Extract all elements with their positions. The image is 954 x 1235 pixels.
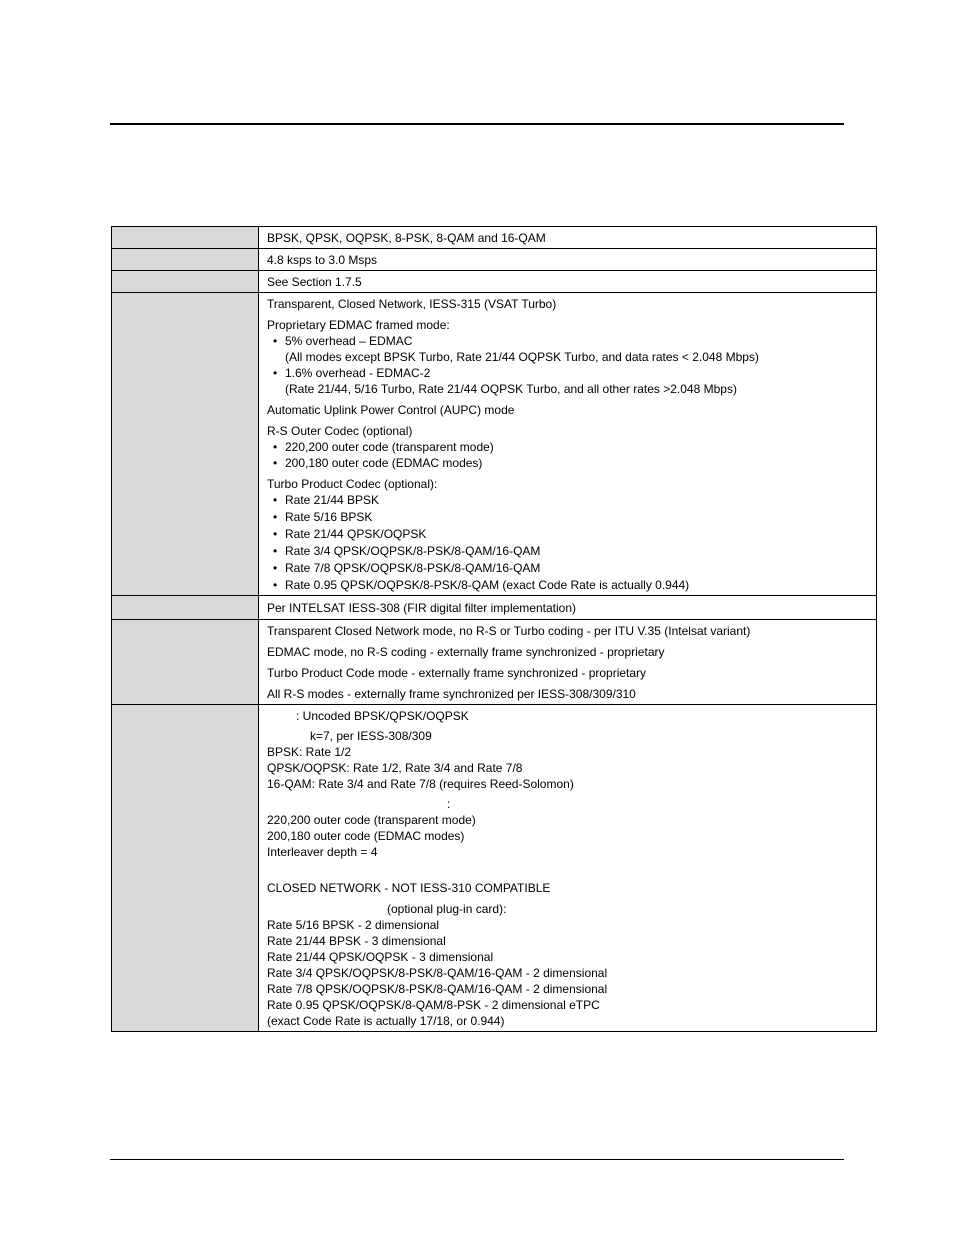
rs-title: R-S Outer Codec (optional) [267, 424, 413, 438]
table-row [112, 249, 877, 271]
table-row [112, 705, 877, 1032]
row-label-cell [112, 620, 259, 705]
list-item: • Rate 0.95 QPSK/OQPSK/8-PSK/8-QAM (exact Code Rate is actually 0.944) [267, 577, 868, 593]
table-row [112, 271, 877, 293]
uncoded-line: : Uncoded BPSK/QPSK/OQPSK [296, 709, 469, 723]
list-item: • 1.6% overhead - EDMAC-2 (Rate 21/44, 5/16 Turbo, Rate 21/44 OQPSK Turbo, and all other rates >2.048 Mbps) [267, 365, 868, 397]
list-item: • Rate 21/44 QPSK/OQPSK [267, 526, 868, 542]
symbol-rate-value: 4.8 ksps to 3.0 Msps [259, 249, 877, 271]
operating-modes-value [259, 293, 877, 596]
row-label-cell [112, 293, 259, 596]
row-label-cell [112, 705, 259, 1032]
list-item: • 220,200 outer code (transparent mode) [267, 439, 868, 455]
viterbi-line: k=7, per IESS-308/309 [310, 729, 432, 743]
edmac-list [267, 333, 868, 397]
row-label-cell [112, 227, 259, 249]
rs-colon: : [447, 797, 451, 811]
row-label-cell [112, 596, 259, 620]
table-row [112, 620, 877, 705]
list-item: • Rate 21/44 BPSK [267, 492, 868, 508]
list-item: • 5% overhead – EDMAC (All modes except BPSK Turbo, Rate 21/44 OQPSK Turbo, and data rates < 2.048 Mbps) [267, 333, 868, 365]
list-item: • Rate 3/4 QPSK/OQPSK/8-PSK/8-QAM/16-QAM [267, 543, 868, 559]
header-rule [110, 123, 844, 125]
filtering-value: Per INTELSAT IESS-308 (FIR digital filter implementation) [259, 596, 877, 620]
aupc-mode: Automatic Uplink Power Control (AUPC) mode [267, 403, 515, 417]
data-rate-value: See Section 1.7.5 [259, 271, 877, 293]
spec-table [111, 226, 877, 1032]
closed-network-line: CLOSED NETWORK - NOT IESS-310 COMPATIBLE [267, 881, 551, 895]
list-item: • 200,180 outer code (EDMAC modes) [267, 455, 868, 471]
row-label-cell [112, 249, 259, 271]
table-row [112, 596, 877, 620]
list-item: • Rate 7/8 QPSK/OQPSK/8-PSK/8-QAM/16-QAM [267, 560, 868, 576]
fec-value: : Uncoded BPSK/QPSK/OQPSK k=7, per IESS-308/309 BPSK: Rate 1/2 QPSK/OQPSK: Rate 1/2, Rate 3/4 and Rate 7/8 16-QAM: Rate 3/4 and Rate 7/8 (requires Reed-Solomon) : 220,200 outer code (transparent mode) 200,180 outer code (EDMAC modes) Interleaver depth = 4 CLOSED NETWORK - NOT IESS-310 COMPATIBLE (optional plug-in card): Rate 5/16 BPSK - 2 dimensional Rate 21/44 BPSK - 3 dimensional Rate 21/44 QPSK/OQPSK - 3 dimensional Rate 3/4 QPSK/OQPSK/8-PSK/8-QAM/16-QAM - 2 dimensional Rate 7/8 QPSK/OQPSK/8-PSK/8-QAM/16-QAM - 2 dimensional Rate 0.95 QPSK/OQPSK/8-QAM/8-PSK - 2 dimensional eTPC (exact Code Rate is actually 17/18, or 0.944) [259, 705, 877, 1032]
table-row [112, 293, 877, 596]
row-label-cell [112, 271, 259, 293]
edmac-title: Proprietary EDMAC framed mode: [267, 318, 450, 332]
tpc-head-line: (optional plug-in card): [387, 902, 507, 916]
modulation-value: BPSK, QPSK, OQPSK, 8-PSK, 8-QAM and 16-QAM [259, 227, 877, 249]
list-item: • Rate 5/16 BPSK [267, 509, 868, 525]
tpc-list [267, 492, 868, 593]
tpc-title: Turbo Product Codec (optional): [267, 477, 438, 491]
transparent-mode: Transparent, Closed Network, IESS-315 (VSAT Turbo) [267, 297, 557, 311]
table-row [112, 227, 877, 249]
footer-rule [110, 1159, 844, 1160]
rs-list [267, 439, 868, 471]
scrambling-value: Transparent Closed Network mode, no R-S or Turbo coding - per ITU V.35 (Intelsat variant) EDMAC mode, no R-S coding - externally frame synchronized - proprietary Turbo Product Code mode - externally frame synchronized - proprietary All R-S modes - externally frame synchronized per IESS-308/309/310 [259, 620, 877, 705]
